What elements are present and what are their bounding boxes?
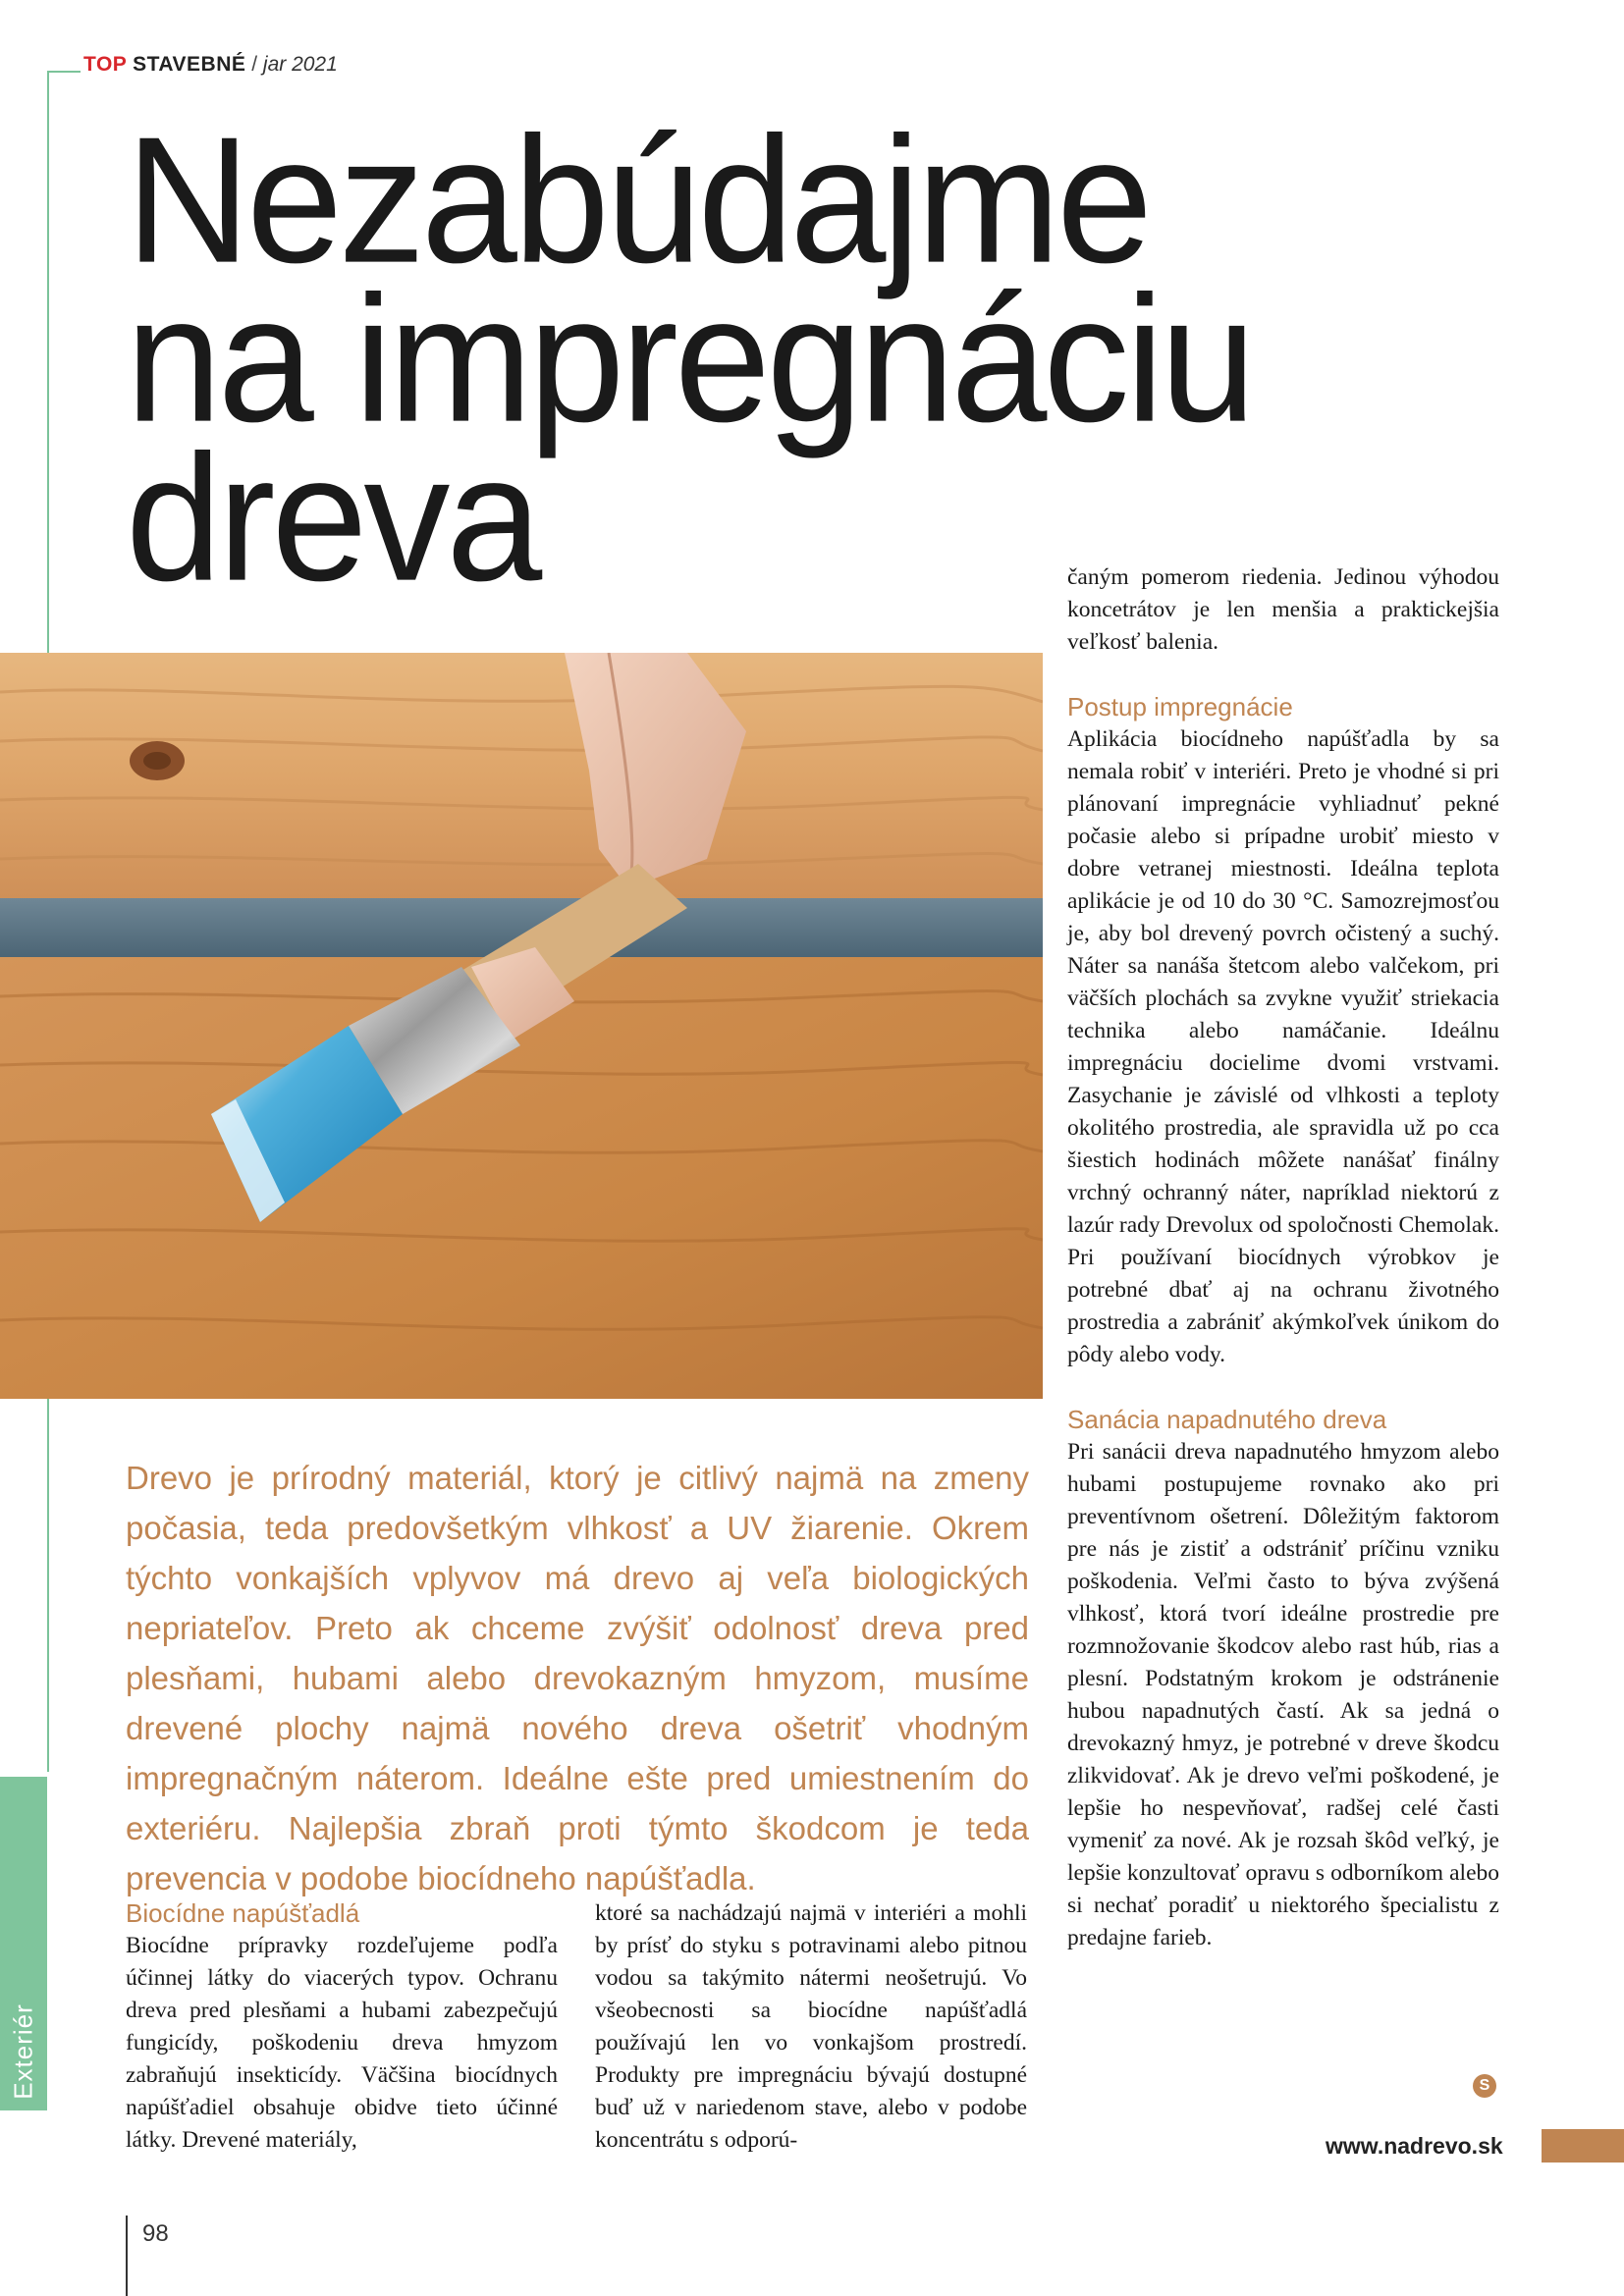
footer-url[interactable]: www.nadrevo.sk (1326, 2133, 1503, 2159)
column-3 (1067, 561, 1499, 1954)
footer-accent-bar (1542, 2129, 1624, 2163)
left-rule-vertical (47, 1399, 49, 1772)
header-rule-vertical (47, 71, 49, 660)
text-biocidne-col3: čaným pomerom riedenia. Jedinou výhodou koncetrátov je len menšia a praktickejšia veľkosť balenia. (1067, 564, 1499, 655)
header-separator: / (251, 53, 258, 76)
hero-photo-brush-on-wood (0, 653, 1043, 1399)
section-side-tab-label (0, 1777, 47, 2110)
heading-postup: Postup impregnácie (1067, 692, 1293, 721)
issue-date: jar 2021 (262, 53, 338, 76)
text-postup: Aplikácia biocídneho napúšťadla by sa nemala robiť v interiéri. Preto je vhodné si pri plánovaní impregnácie vyhliadnuť pekné počasie alebo si prípadne urobiť miesto v dobre vetranej miestnosti. Ideálna teplota aplikácie je od 10 do 30 °C. Samozrejmosťou je, aby bol drevený povrch očistený a suchý. Náter sa nanáša štetcom alebo valčekom, pri väčších plochách sa zvykne využiť striekacia technika alebo namáčanie. Ideálnu impregnáciu docielime dvomi vrstvami. Zasychanie je závislé od vlhkosti a teploty okolitého prostredia, ale spravidla už po cca šiestich hodinách môžete nanášať finálny vrchný ochranný náter, napríklad niektorú z lazúr rady Drevolux od spoločnosti Chemolak. Pri používaní biocídnych výrobkov je potrebné dbať aj na ochranu životného prostredia a zabrániť akýmkoľvek únikom do pôdy alebo vody. (1067, 726, 1499, 1367)
title-line-1: Nezabúdajme (126, 100, 1149, 301)
article-end-icon: S (1473, 2074, 1496, 2098)
text-biocidne-col2: ktoré sa nachádzajú najmä v interiéri a mohli by prísť do styku s potravinami alebo pitnou vodou sa takýmito nátermi neošetrujú. Vo všeobecnosti sa biocídne napúšťadlá používajú len vo vonkajšom prostredí. Produkty pre impregnáciu bývajú dostupné buď už v nariedenom stave, alebo v podobe koncentrátu s odporú- (595, 1900, 1027, 2153)
brand-stavebne: STAVEBNÉ (133, 53, 246, 76)
page-number: 98 (142, 2220, 169, 2247)
brand-top: TOP (83, 53, 128, 76)
column-1 (126, 1897, 558, 2157)
side-tab-text: Exteriér (8, 2003, 38, 2100)
text-biocidne-col1: Biocídne prípravky rozdeľujeme podľa účinnej látky do viacerých typov. Ochranu dreva pred plesňami a hubami zabezpečujú fungicídy, poškodeniu dreva hmyzom zabraňujú insekticídy. Väčšina biocídnych napúšťadiel obsahuje obidve tieto účinné látky. Drevené materiály, (126, 1933, 558, 2153)
title-line-2: na impregnáciu (126, 259, 1253, 460)
magazine-header (83, 51, 338, 79)
lead-paragraph: Drevo je prírodný materiál, ktorý je citlivý najmä na zmeny počasia, teda predovšetkým vlhkosť a UV žiarenie. Okrem týchto vonkajších vplyvov má drevo aj veľa biologických nepriateľov. Preto ak chceme zvýšiť odolnosť dreva pred plesňami, hubami alebo drevokazným hmyzom, musíme drevené plochy najmä nového dreva ošetriť vhodným impregnačným náterom. Ideálne ešte pred umiestnením do exteriéru. Najlepšia zbraň proti týmto škodcom je teda prevencia v podobe biocídneho napúšťadla. (126, 1460, 1029, 1896)
header-rule-horizontal (47, 71, 81, 73)
text-sanacia: Pri sanácii dreva napadnutého hmyzom alebo hubami postupujeme rovnako ako pri preventívnom ošetrení. Dôležitým faktorom pre nás je zistiť a odstrániť príčinu vzniku poškodenia. Veľmi často to býva zvýšená vlhkosť, ktorá tvorí ideálne prostredie pre rozmnožovanie škodcov alebo rast húb, rias a plesní. Podstatným krokom je odstránenie hubou napadnutých častí. Ak sa jedná o drevokazný hmyz, je potrebné v dreve škodcu zlikvidovať. Ak je drevo veľmi poškodené, je lepšie ho nespevňovať, radšej celé časti vymeniť za nové. Ak je rozsah škôd veľký, je lepšie konzultovať opravu s odborníkom alebo si nechať poradiť u niektorého špecialistu z predajne farieb. (1067, 1439, 1499, 1950)
heading-biocidne: Biocídne napúšťadlá (126, 1898, 360, 1928)
heading-sanacia: Sanácia napadnutého dreva (1067, 1405, 1387, 1434)
title-line-3: dreva (126, 418, 539, 619)
column-2 (595, 1897, 1027, 2157)
footer-rule (126, 2216, 128, 2296)
